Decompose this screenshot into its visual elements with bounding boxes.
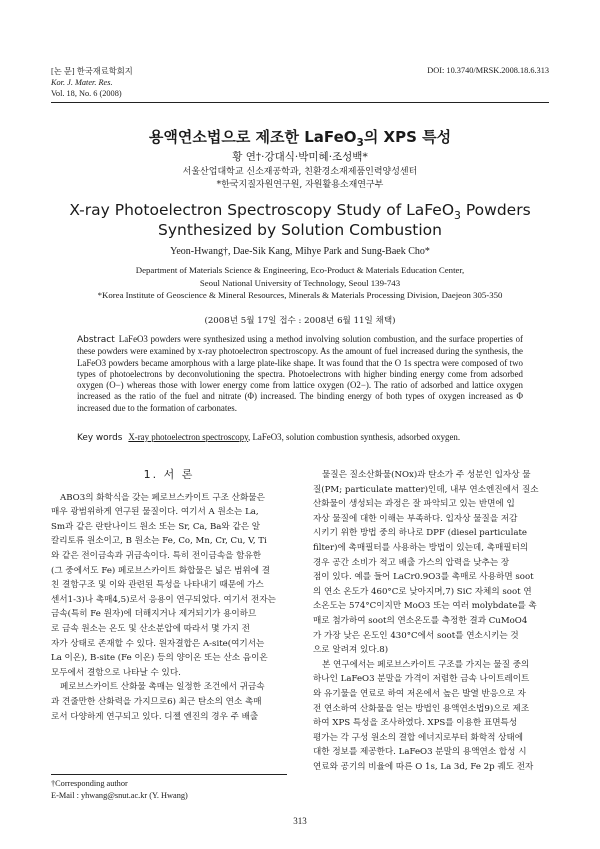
paragraph-line: 모두에서 결함으로 나타날 수 있다.	[51, 667, 181, 678]
paragraph-line: 가 가장 낮은 온도인 430°C에서 soot를 연소시키는 것	[313, 630, 519, 641]
body-paragraph	[51, 680, 287, 724]
title-ko: 용액연소법으로 제조한 LaFeO$_3$의 XPS 특성	[148, 128, 452, 149]
header-rule	[51, 102, 549, 103]
journal-info	[51, 66, 133, 99]
body-paragraph	[313, 468, 549, 658]
authors-ko: 황 연†·강대식·박미혜·조성백*	[232, 151, 368, 163]
paragraph-line: 매로 첨가하여 soot의 연소온도를 측정한 결과 CuMoO4	[313, 615, 528, 626]
authors-en: Yeon-Hwang†, Dae-Sik Kang, Mihye Park and Sung-Baek Cho*	[170, 246, 430, 257]
corresponding-author: †Corresponding author	[51, 779, 128, 788]
affiliation-ko	[0, 166, 600, 192]
paragraph-line: 의 연소 온도가 460°C로 낮아지며,7) SiC 자체의 soot 연	[313, 586, 532, 597]
abstract-label: Abstract	[77, 335, 115, 345]
title-en: X-ray Photoelectron Spectroscopy Study of LaFeO$_3$ Powders Synthesized by Solution Combustion	[69, 201, 531, 239]
page-number: 313	[293, 816, 307, 826]
paragraph-line: Sm과 같은 란탄나이드 원소 또는 Sr, Ca, Ba와 같은 알	[51, 521, 261, 532]
paragraph-line: 하여 XPS 특성을 조사하였다. XPS를 이용한 표면특성	[313, 718, 518, 729]
affiliation-ko-line: 서울산업대학교 신소재공학과, 친환경소재제품인력양성센터	[182, 167, 418, 177]
section-title: 1. 서 론	[143, 468, 195, 481]
doi: DOI: 10.3740/MRSK.2008.18.6.313	[427, 66, 549, 75]
paragraph-line: 질(PM; particulate matter)인데, 내부 연소엔진에서 질소	[313, 484, 539, 495]
footnote-rule	[51, 774, 287, 775]
paragraph-line: 점이 있다. 예를 들어 LaCr0.9O3를 촉매로 사용하면 soot	[313, 572, 534, 583]
abstract	[77, 334, 523, 414]
keywords-label: Key words	[77, 433, 123, 443]
keywords	[77, 432, 537, 443]
paragraph-line: (그 중에서도 Fe) 페로브스카이트 화합물은 넓은 범위에 결	[51, 565, 271, 576]
paragraph-line: 페로브스카이트 산화물 촉매는 일정한 조건에서 귀금속	[60, 682, 265, 693]
paragraph-line: 연료와 공기의 비율에 따른 O 1s, La 3d, Fe 2p 궤도 전자	[313, 761, 534, 772]
paragraph-line: La 이온), B-site (Fe 이온) 등의 양이온 또는 산소 음이온	[51, 653, 268, 664]
affiliation-en-line: *Korea Institute of Geoscience & Mineral Resources, Minerals & Materials Processing Division, Daejeon 305-350	[97, 290, 503, 300]
paragraph-line: 칼리토류 원소이고, B 원소는 Fe, Co, Mn, Cr, Cu, V, Ti	[51, 536, 267, 547]
paragraph-line: 매우 광범위하게 연구된 물질이다. 여기서 A 원소는 La,	[51, 507, 259, 518]
affiliation-en-line: Department of Materials Science & Engineering, Eco-Product & Materials Education Center,	[135, 265, 465, 275]
paragraph-line: 소온도는 574°C이지만 MoO3 또는 여러 molybdate를 촉	[313, 601, 537, 612]
paragraph-line: 시키기 위한 방법 중의 하나로 DPF (diesel particulate	[313, 528, 528, 539]
paragraph-line: ABO3의 화학식을 갖는 페로브스카이트 구조 산화물은	[60, 492, 265, 503]
paragraph-line: 본 연구에서는 페로브스카이트 구조를 가지는 물질 중의	[322, 659, 530, 670]
journal-name-ko: [논 문] 한국재료학회지	[51, 67, 133, 76]
paragraph-line: 금속(특히 Fe 원자)에 더해지거나 제거되기가 용이하므	[51, 609, 257, 620]
right-column	[313, 468, 549, 774]
paragraph-line: 전 연소하여 산화물을 얻는 방법인 용액연소법9)으로 제조	[313, 703, 530, 714]
author-email: E-Mail : yhwang@snut.ac.kr (Y. Hwang)	[51, 790, 188, 800]
paragraph-line: 자가 상태로 존재할 수 있다. 원자결합은 A-site(여기서는	[51, 638, 265, 649]
paragraph-line: 대한 정보를 제공한다. LaFeO3 분말의 용액연소 합성 시	[313, 747, 527, 758]
keywords-rest: , LaFeO3, solution combustion synthesis, adsorbed oxygen.	[248, 432, 461, 442]
footnote	[51, 774, 287, 801]
paragraph-line: 센서1-3)나 촉매4,5)로서 응용이 연구되었다. 여기서 전자는	[51, 594, 276, 605]
received-dates: (2008년 5월 17일 접수 : 2008년 6월 11일 채택)	[204, 316, 396, 326]
abstract-text: LaFeO3 powders were synthesized using a method involving solution combustion, and the surface properties of these powders were examined by x-ray photoelectron spectroscopy. As the amount of fuel increased during the synthesis, the LaFeO3 powders became amorphous with a large plate-like shape. It was found that the O 1s spectra were composed of two types of photoelectrons by deconvolutioning the spectra. Photoelectrons with higher binding energy come from adsorbed oxygen (O−) whereas those with lower energy come from lattice oxygen (O2−). The ratio of adsorbed and lattice oxygen increased as the ratio of the fuel and nitrate (Φ) increased. The binding energy of both types of oxygen increased as Φ increased due to the formation of carbonates.	[77, 334, 523, 413]
keyword-underlined: X-ray photoelectron spectroscopy	[128, 432, 249, 442]
affiliation-en	[51, 264, 549, 302]
paragraph-line: 와 같은 전이금속과 귀금속이다. 특히 전이금속을 함유한	[51, 550, 262, 561]
paragraph-line: 하나인 LaFeO3 분말을 가격이 저렴한 금속 나이트레이트	[313, 674, 530, 685]
paragraph-line: 로서 다양하게 연구되고 있다. 디젤 엔진의 경우 주 배출	[51, 711, 259, 722]
journal-volume: Vol. 18, No. 6 (2008)	[51, 89, 122, 98]
affiliation-ko-line: *한국지질자원연구원, 자원활용소재연구부	[216, 180, 384, 190]
paragraph-line: 와 유기물을 연료로 하여 저온에서 높은 발열 반응으로 자	[313, 688, 526, 699]
paragraph-line: 경우 공간 소비가 적고 배출 가스의 압력을 낮추는 장	[313, 557, 510, 568]
paragraph-line: 으로 알려져 있다.8)	[313, 645, 389, 656]
body-paragraph	[313, 658, 549, 775]
paragraph-line: 자상 물질에 대한 이해는 부족하다. 입자상 물질을 저감	[313, 513, 518, 524]
paragraph-line: 과 견줄만한 산화력을 가지므로6) 최근 탄소의 연소 촉매	[51, 696, 262, 707]
paragraph-line: 산화물이 생성되는 과정은 잘 파악되고 있는 반면에 입	[313, 499, 515, 510]
journal-name-en: Kor. J. Mater. Res.	[51, 78, 113, 87]
paragraph-line: 평가는 각 구성 원소의 결합 에너지로부터 화학적 상태에	[313, 732, 524, 743]
paragraph-line: filter)에 촉매필터를 사용하는 방법이 있는데, 촉매필터의	[313, 542, 529, 553]
left-column	[51, 468, 287, 724]
paragraph-line: 친 결함구조 및 이와 관련된 특성을 나타내기 때문에 가스	[51, 580, 264, 591]
body-paragraph	[51, 491, 287, 681]
paragraph-line: 로 금속 원소는 온도 및 산소분압에 따라서 몇 가지 전	[51, 623, 250, 634]
paragraph-line: 물질은 질소산화물(NOx)과 탄소가 주 성분인 입자상 물	[322, 470, 531, 480]
affiliation-en-line: Seoul National University of Technology, Seoul 139-743	[199, 277, 401, 288]
